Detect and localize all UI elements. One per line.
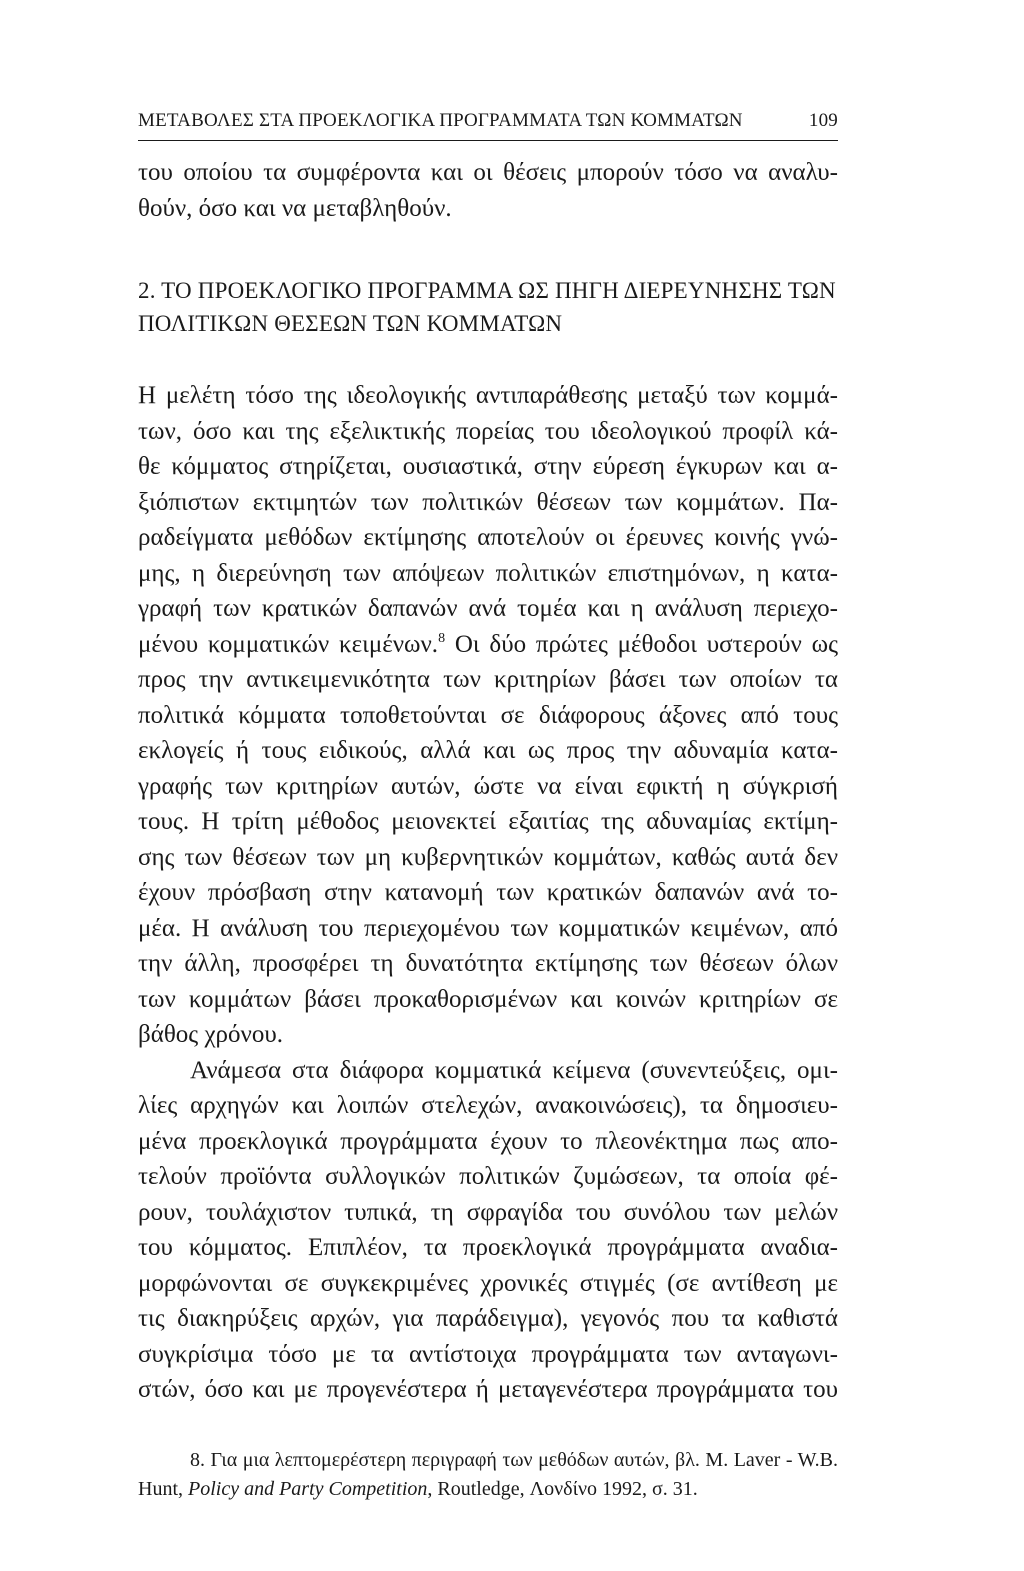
paragraph-1 [138, 378, 838, 1053]
text-line: των κομμάτων βάσει προκαθορισμένων και κοινών κριτηρίων σε [138, 985, 838, 1013]
section-heading-line: 2. ΤΟ ΠΡΟΕΚΛΟΓΙΚΟ ΠΡΟΓΡΑΜΜΑ ΩΣ ΠΗΓΗ ΔΙΕΡΕΥΝΗΣΗΣ ΤΩΝ [138, 278, 836, 303]
book-page [138, 110, 838, 1504]
text-line: ραδείγματα μεθόδων εκτίμησης αποτελούν οι έρευνες κοινής γνώ- [138, 524, 838, 551]
running-head-title: ΜΕΤΑΒΟΛΕΣ ΣΤΑ ΠΡΟΕΚΛΟΓΙΚΑ ΠΡΟΓΡΑΜΜΑΤΑ ΤΩΝ ΚΟΜΜΑΤΩΝ [138, 110, 743, 131]
text-line: Η μελέτη τόσο της ιδεολογικής αντιπαράθεσης μεταξύ των κομμά- [138, 382, 838, 409]
footnote-line: 8. Για μια λεπτομερέστερη περιγραφή των μεθόδων αυτών, βλ. M. Laver - W.B. [190, 1448, 838, 1471]
footnote-reference[interactable]: 8 [438, 630, 446, 646]
text-line: θούν, όσο και να μεταβληθούν. [138, 194, 452, 222]
footnotes [138, 1446, 838, 1504]
text-line: έχουν πρόσβαση στην κατανομή των κρατικών δαπανών ανά το- [138, 879, 838, 906]
page-number: 109 [808, 110, 838, 131]
text-line: συγκρίσιμα τόσο με τα αντίστοιχα προγράμματα των ανταγωνι- [138, 1340, 838, 1368]
footnote-text: Hunt, [138, 1477, 188, 1500]
text-line: του κόμματος. Επιπλέον, τα προεκλογικά προγράμματα αναδια- [138, 1234, 838, 1261]
footnote-line [138, 1475, 838, 1504]
text-line: μένα προεκλογικά προγράμματα έχουν το πλεονέκτημα πως απο- [138, 1127, 838, 1155]
text-line-with-note [138, 627, 838, 663]
text-line: βάθος χρόνου. [138, 1021, 283, 1048]
text-line: θε κόμματος στηρίζεται, ουσιαστικά, στην εύρεση έγκυρων και α- [138, 453, 838, 480]
section-heading [138, 274, 838, 340]
text-line: τους. Η τρίτη μέθοδος μειονεκτεί εξαιτίας της αδυναμίας εκτίμη- [138, 808, 838, 835]
text-line: τις διακηρύξεις αρχών, για παράδειγμα), γεγονός που τα καθιστά [138, 1305, 838, 1332]
text-line: του οποίου τα συμφέροντα και οι θέσεις μπορούν τόσο να αναλυ- [138, 159, 838, 186]
footnote-book-title: Policy and Party Competition [188, 1477, 428, 1500]
text-line: σης των θέσεων των μη κυβερνητικών κομμάτων, καθώς αυτά δεν [138, 843, 838, 871]
text-line: μέα. Η ανάλυση του περιεχομένου των κομματικών κειμένων, από [138, 914, 838, 942]
text-line: των, όσο και της εξελικτικής πορείας του ιδεολογικού προφίλ κά- [138, 417, 838, 445]
text-line: λίες αρχηγών και λοιπών στελεχών, ανακοινώσεις), τα δημοσιευ- [138, 1092, 838, 1119]
text-line: προς την αντικειμενικότητα των κριτηρίων βάσει των οποίων τα [138, 666, 838, 693]
text-line: τελούν προϊόντα συλλογικών πολιτικών ζυμώσεων, τα οποία φέ- [138, 1163, 838, 1190]
text-fragment: μένου κομματικών κειμένων. [138, 630, 439, 658]
text-line: στών, όσο και με προγενέστερα ή μεταγενέστερα προγράμματα του [138, 1376, 838, 1403]
footnote-text: , Routledge, Λονδίνο 1992, σ. 31. [427, 1477, 698, 1500]
text-line: γραφή των κρατικών δαπανών ανά τομέα και η ανάλυση περιεχο- [138, 595, 838, 622]
text-line: ρουν, τουλάχιστον τυπικά, τη σφραγίδα του συνόλου των μελών [138, 1198, 838, 1226]
text-line: μης, η διερεύνηση των απόψεων πολιτικών επιστημόνων, η κατα- [138, 559, 838, 587]
text-line: την άλλη, προσφέρει τη δυνατότητα εκτίμησης των θέσεων όλων [138, 950, 838, 977]
text-line: Ανάμεσα στα διάφορα κομματικά κείμενα (συνεντεύξεις, ομι- [190, 1056, 838, 1084]
text-fragment: Οι δύο πρώτες μέθοδοι υστερούν ως [445, 630, 839, 658]
paragraph-2 [138, 1053, 838, 1408]
text-line: μορφώνονται σε συγκεκριμένες χρονικές στιγμές (σε αντίθεση με [138, 1269, 838, 1297]
text-line: εκλογείς ή τους ειδικούς, αλλά και ως προς την αδυναμία κατα- [138, 737, 838, 764]
carryover-paragraph [138, 155, 838, 226]
section-heading-line: ΠΟΛΙΤΙΚΩΝ ΘΕΣΕΩΝ ΤΩΝ ΚΟΜΜΑΤΩΝ [138, 311, 563, 336]
text-line: γραφής των κριτηρίων αυτών, ώστε να είναι εφικτή η σύγκρισή [138, 772, 838, 800]
text-line: ξιόπιστων εκτιμητών των πολιτικών θέσεων των κομμάτων. Πα- [138, 488, 838, 516]
running-head [138, 110, 838, 141]
text-line: πολιτικά κόμματα τοποθετούνται σε διάφορους άξονες από τους [138, 701, 838, 729]
